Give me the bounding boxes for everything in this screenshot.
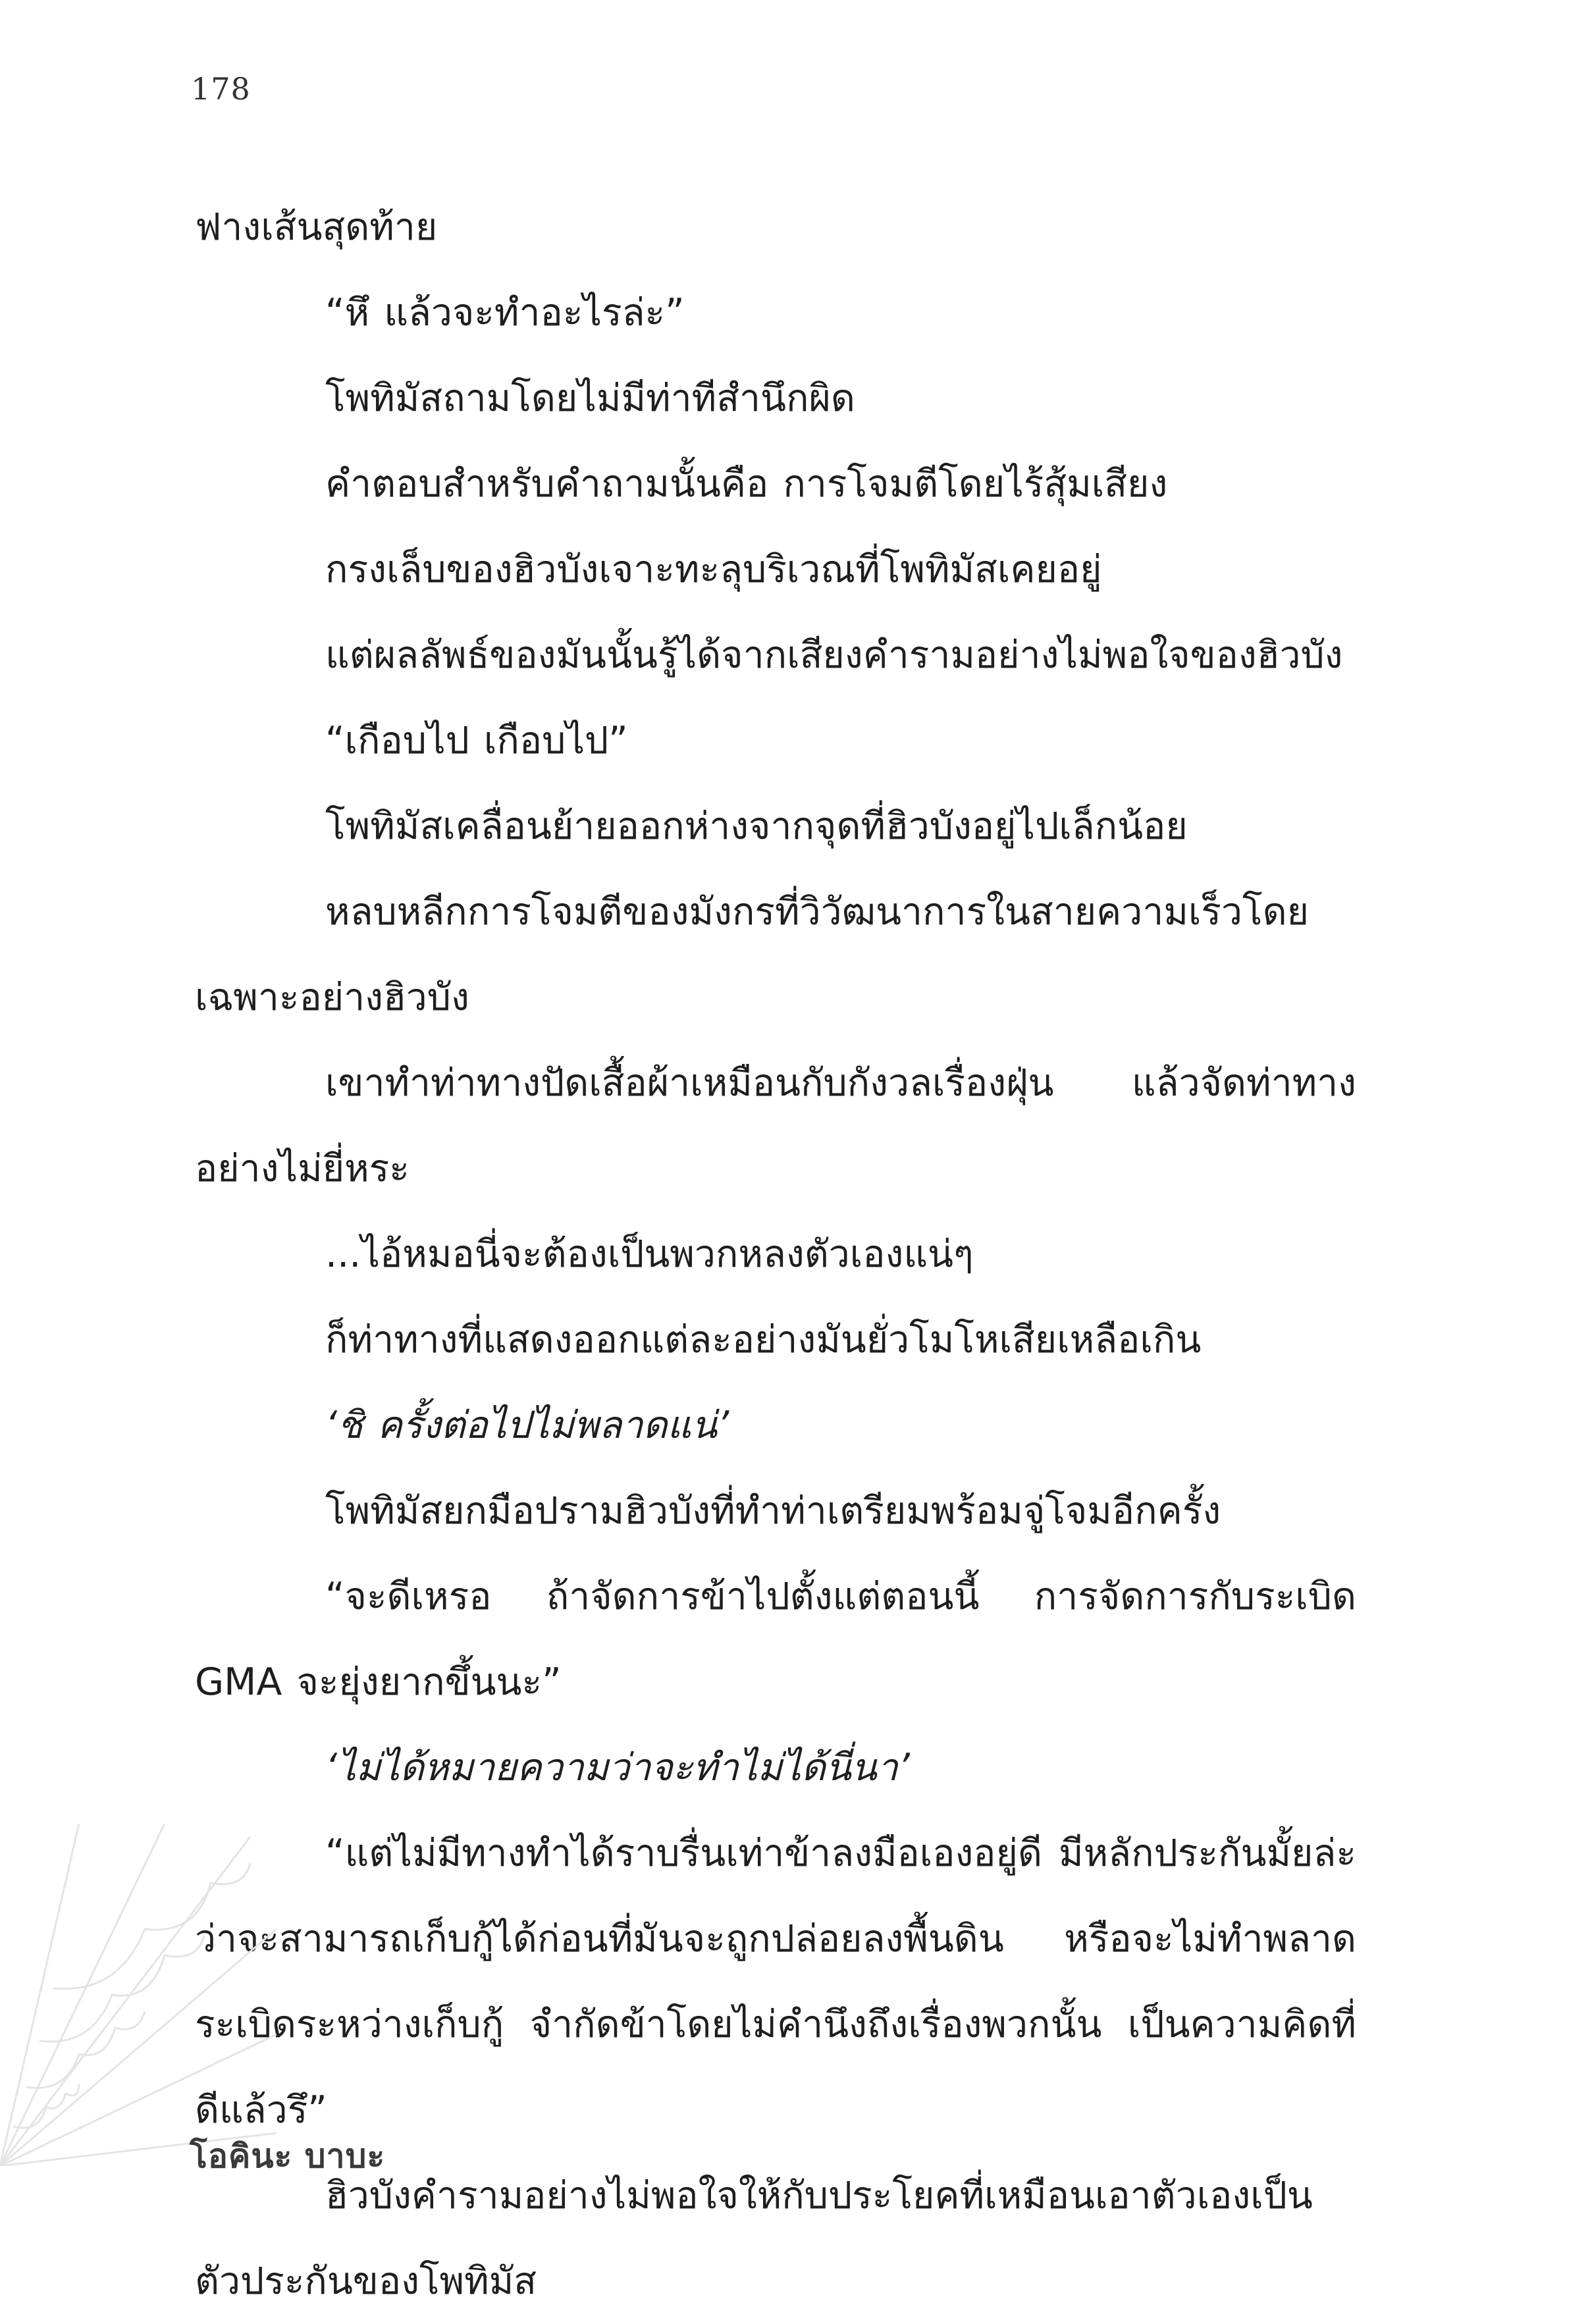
footer-author: โอคินะ บาบะ <box>190 2137 386 2175</box>
paragraph: ‘ชิ ครั้งต่อไปไม่พลาดแน่’ <box>325 1404 729 1447</box>
paragraph: โพทิมัสยกมือปรามฮิวบังที่ทำท่าเตรียมพร้อมจู่โจมอีกครั้ง <box>325 1489 1221 1533</box>
paragraph: ‘ไม่ได้หมายความว่าจะทำไม่ได้นี่นา’ <box>325 1746 910 1789</box>
paragraph: ฮิวบังคำรามอย่างไม่พอใจให้กับประโยคที่เหมือนเอาตัวเองเป็นตัวประกันของโพทิมัส <box>195 2174 1313 2303</box>
paragraph: คำตอบสำหรับคำถามนั้นคือ การโจมตีโดยไร้สุ้มเสียง <box>325 462 1168 506</box>
paragraph: ...ไอ้หมอนี่จะต้องเป็นพวกหลงตัวเองแน่ๆ <box>325 1232 974 1276</box>
paragraph: กรงเล็บของฮิวบังเจาะทะลุบริเวณที่โพทิมัสเคยอยู่ <box>325 548 1102 591</box>
paragraph: โพทิมัสเคลื่อนย้ายออกห่างจากจุดที่ฮิวบังอยู่ไปเล็กน้อย <box>325 805 1188 848</box>
paragraph: ก็ท่าทางที่แสดงออกแต่ละอย่างมันยั่วโมโหเสียเหลือเกิน <box>325 1318 1202 1361</box>
body-text <box>195 184 1356 2324</box>
paragraph: “แต่ไม่มีทางทำได้ราบรื่นเท่าข้าลงมือเองอยู่ดี มีหลักประกันมั้ยล่ะว่าจะสามารถเก็บกู้ได้ก่อนที่มันจะถูกปล่อยลงพื้นดิน หรือจะไม่ทำพลาดระเบิดระหว่างเก็บกู้ จำกัดข้าโดยไม่คำนึงถึงเรื่องพวกนั้น เป็นความคิดที่ดีแล้วรึ” <box>195 1832 1356 2132</box>
paragraph: “หึ แล้วจะทำอะไรล่ะ” <box>325 291 685 334</box>
paragraph: โพทิมัสถามโดยไม่มีท่าทีสำนึกผิด <box>325 377 855 420</box>
paragraph: “เกือบไป เกือบไป” <box>325 719 628 762</box>
paragraph: ฟางเส้นสุดท้าย <box>195 205 438 249</box>
cobweb-icon <box>0 1824 277 2166</box>
paragraph: “จะดีเหรอ ถ้าจัดการข้าไปตั้งแต่ตอนนี้ การจัดการกับระเบิด GMA จะยุ่งยากขึ้นนะ” <box>195 1575 1356 1704</box>
paragraph: หลบหลีกการโจมตีของมังกรที่วิวัฒนาการในสายความเร็วโดยเฉพาะอย่างฮิวบัง <box>195 890 1310 1019</box>
paragraph: เขาทำท่าทางปัดเสื้อผ้าเหมือนกับกังวลเรื่องฝุ่น แล้วจัดท่าทางอย่างไม่ยี่หระ <box>195 1061 1356 1190</box>
page-number: 178 <box>191 71 251 107</box>
paragraph: แต่ผลลัพธ์ของมันนั้นรู้ได้จากเสียงคำรามอย่างไม่พอใจของฮิวบัง <box>325 633 1343 677</box>
